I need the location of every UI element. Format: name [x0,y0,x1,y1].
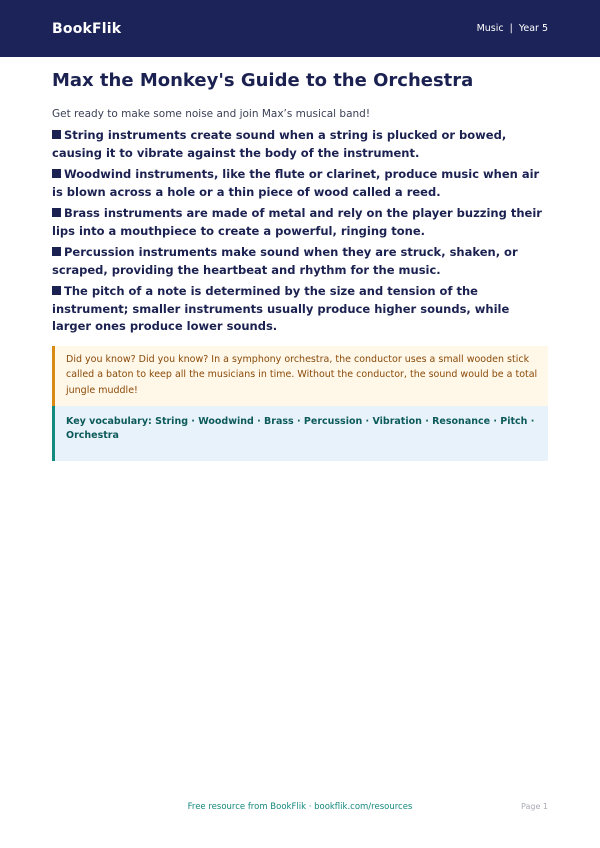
page-header [0,0,600,57]
fun-fact-box: Did you know? Did you know? In a symphony orchestra, the conductor uses a small wooden stick called a baton to keep all the musicians in time. Without the conductor, the sound would be a total jungle muddle! [52,346,548,407]
list-item [52,166,548,201]
list-item-text: Brass instruments are made of metal and rely on the player buzzing their lips into a mouthpiece to create a powerful, ringing tone. [52,206,542,238]
square-bullet-icon [52,130,61,139]
main-content [0,69,600,461]
intro-text: Get ready to make some noise and join Max’s musical band! [52,108,371,120]
footer-credit-link[interactable]: Free resource from BookFlik · bookflik.com/resources [187,802,413,812]
page-footer [52,800,548,814]
list-item-text: String instruments create sound when a string is plucked or bowed, causing it to vibrate against the body of the instrument. [52,128,507,160]
square-bullet-icon [52,169,61,178]
page-number: Page 1 [521,802,548,811]
key-points-list [52,127,548,336]
list-item [52,244,548,279]
list-item [52,127,548,162]
list-item [52,205,548,240]
list-item-text: The pitch of a note is determined by the size and tension of the instrument; smaller instruments usually produce higher sounds, while larger ones produce lower sounds. [52,284,510,333]
list-item-text: Woodwind instruments, like the flute or clarinet, produce music when air is blown across a hole or a thin piece of wood called a reed. [52,167,540,199]
header-meta [477,23,548,34]
list-item [52,283,548,336]
vocabulary-box: Key vocabulary: String · Woodwind · Brass · Percussion · Vibration · Resonance · Pitch · Orchestra [52,406,548,461]
subject-label: Music [476,23,504,34]
grade-label: Year 5 [518,23,548,34]
meta-separator: | [509,23,513,34]
brand-logo[interactable]: BookFlik [52,20,122,37]
square-bullet-icon [52,247,61,256]
page-title: Max the Monkey's Guide to the Orchestra [52,70,474,91]
square-bullet-icon [52,208,61,217]
list-item-text: Percussion instruments make sound when they are struck, shaken, or scraped, providing the heartbeat and rhythm for the music. [52,245,518,277]
square-bullet-icon [52,286,61,295]
